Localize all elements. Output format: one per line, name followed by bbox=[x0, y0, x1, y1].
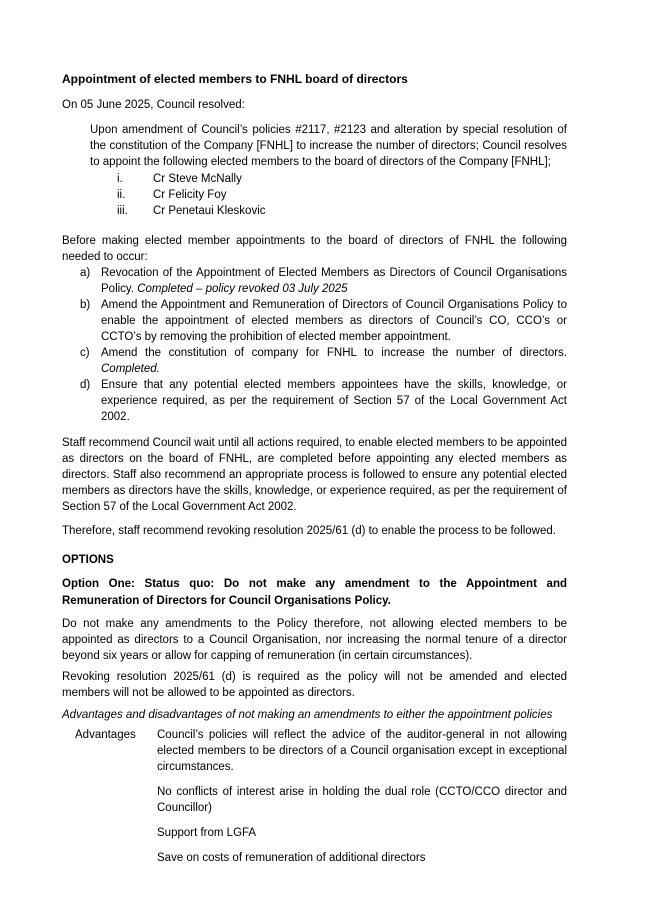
therefore-paragraph: Therefore, staff recommend revoking resolution 2025/61 (d) to enable the process to be followed. bbox=[62, 525, 556, 537]
list-marker: d) bbox=[80, 379, 91, 391]
advantages-cell bbox=[157, 727, 567, 875]
action-item bbox=[80, 265, 567, 297]
options-heading: OPTIONS bbox=[62, 554, 114, 566]
action-text-normal: Amend the constitution of company for FNHL to increase the number of directors. bbox=[101, 347, 567, 359]
appointee-list bbox=[62, 171, 567, 219]
action-text-italic: Completed. bbox=[101, 363, 160, 375]
option-one-heading: Option One: Status quo: Do not make any amendment to the Appointment and Remuneration of Directors for Council Organisations Policy. bbox=[62, 578, 567, 607]
appointee-item bbox=[117, 203, 567, 219]
advantages-row-label: Advantages bbox=[75, 729, 136, 741]
action-text bbox=[101, 297, 567, 345]
list-marker: i. bbox=[117, 173, 123, 185]
advantages-table bbox=[62, 727, 567, 875]
list-marker: ii. bbox=[117, 189, 126, 201]
staff-recommendation-paragraph: Staff recommend Council wait until all actions required, to enable elected members to be appointed as directors on the board of FNHL, are completed before appointing any elected members as directors. Staff also recommend an appropriate process is followed to ensure any potential elected members as directors have the skills, knowledge, or experience required, as per the requirement of Section 57 of the Local Government Act 2002. bbox=[62, 437, 567, 513]
action-text-normal: Ensure that any potential elected members appointees have the skills, knowledge, or experience required, as per the requirement of Section 57 of the Local Government Act 2002. bbox=[101, 379, 567, 423]
advantage-item: Save on costs of remuneration of additional directors bbox=[157, 852, 426, 864]
action-text bbox=[101, 265, 567, 297]
action-item bbox=[80, 345, 567, 377]
action-text-normal: Revocation of the Appointment of Elected Members as Directors of Council Organisations Policy. bbox=[101, 267, 567, 295]
advantage-item: No conflicts of interest arise in holding the dual role (CCTO/CCO director and Councillor) bbox=[157, 786, 567, 814]
option-one-paragraph-2: Revoking resolution 2025/61 (d) is required as the policy will not be amended and elected members will not be allowed to be appointed as directors. bbox=[62, 671, 567, 699]
appointee-name: Cr Penetaui Kleskovic bbox=[153, 205, 266, 217]
appointee-item bbox=[117, 187, 567, 203]
list-marker: a) bbox=[80, 267, 91, 279]
action-text bbox=[101, 377, 567, 425]
action-text-italic: Completed – policy revoked 03 July 2025 bbox=[137, 283, 348, 295]
before-paragraph: Before making elected member appointments to the board of directors of FNHL the following needed to occur: bbox=[62, 235, 567, 263]
advantages-disadvantages-caption: Advantages and disadvantages of not making an amendments to either the appointment policies bbox=[62, 709, 553, 721]
appointee-name: Cr Steve McNally bbox=[153, 173, 242, 185]
advantage-item: Support from LGFA bbox=[157, 827, 257, 839]
list-marker: b) bbox=[80, 299, 91, 311]
action-text bbox=[101, 345, 567, 377]
intro-paragraph: On 05 June 2025, Council resolved: bbox=[62, 99, 245, 111]
appointee-item bbox=[117, 171, 567, 187]
actions-list bbox=[62, 265, 567, 425]
advantage-item: Council’s policies will reflect the advice of the auditor-general in not allowing elected members to be directors of a Council organisation except in exceptional circumstances. bbox=[157, 729, 567, 773]
option-one-paragraph-1: Do not make any amendments to the Policy therefore, not allowing elected members to be appointed as directors to a Council Organisation, nor increasing the normal tenure of a director beyond six years or allow for capping of remuneration (in certain circumstances). bbox=[62, 618, 567, 662]
action-text-normal: Amend the Appointment and Remuneration of Directors of Council Organisations Policy to enable the appointment of elected members as directors of Council’s CO, CCO’s or CCTO’s by removing the prohibition of elected member appointment. bbox=[101, 299, 567, 343]
list-marker: iii. bbox=[117, 205, 128, 217]
action-item bbox=[80, 297, 567, 345]
resolution-quote: Upon amendment of Council’s policies #2117, #2123 and alteration by special resolution of the constitution of the Company [FNHL] to increase the number of directors; Council resolves to appoint the following elected members to the board of directors of the Company [FNHL]; bbox=[90, 124, 567, 168]
document-title: Appointment of elected members to FNHL board of directors bbox=[62, 72, 408, 86]
action-item bbox=[80, 377, 567, 425]
list-marker: c) bbox=[80, 347, 90, 359]
appointee-name: Cr Felicity Foy bbox=[153, 189, 227, 201]
